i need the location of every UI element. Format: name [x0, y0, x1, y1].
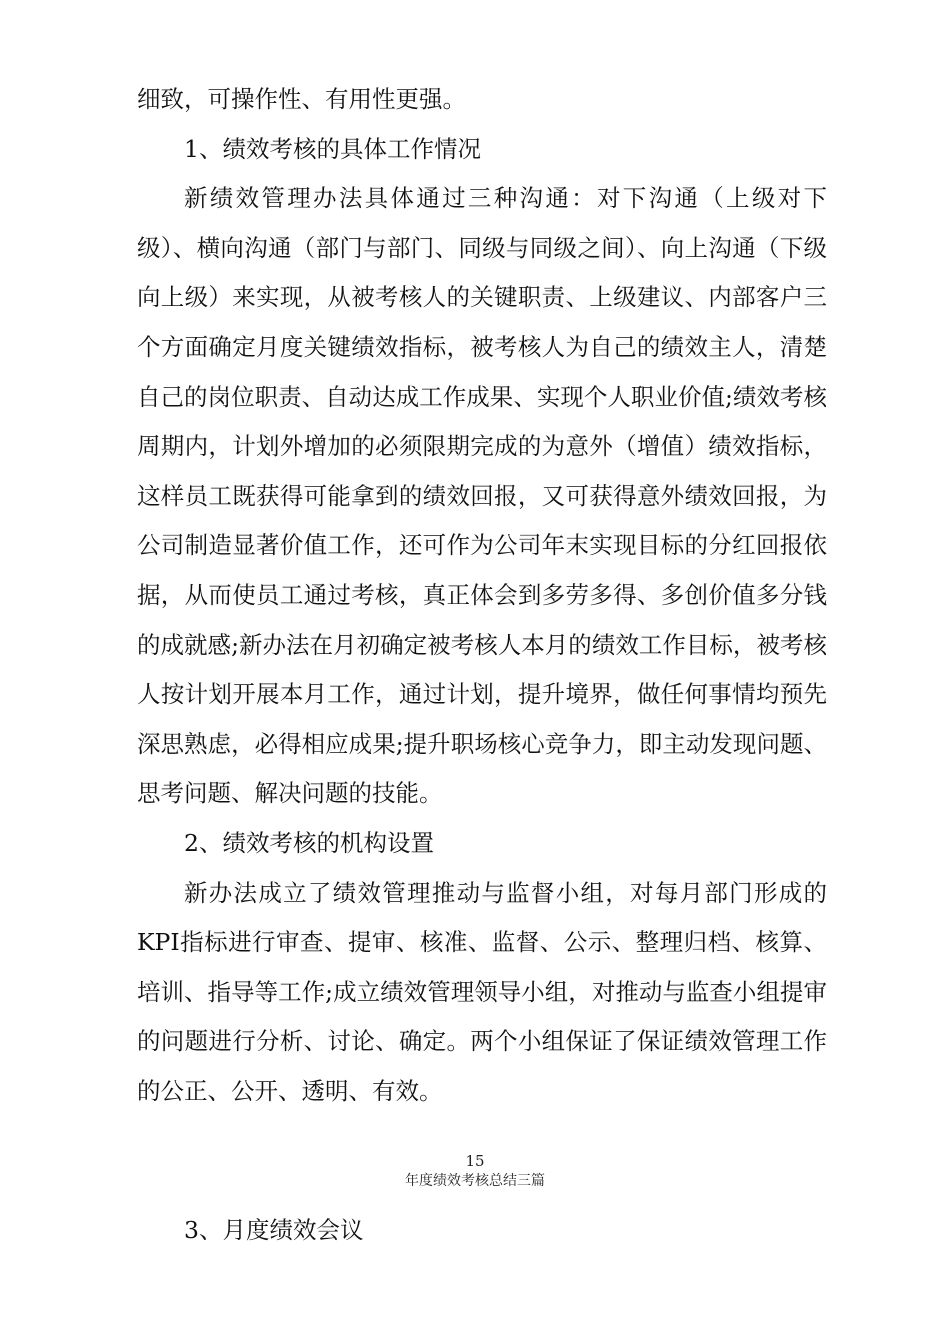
section-1-heading: 1、绩效考核的具体工作情况 — [184, 134, 481, 163]
section-2-heading: 2、绩效考核的机构设置 — [184, 828, 434, 857]
continuation-paragraph: 细致，可操作性、有用性更强。 — [137, 85, 466, 113]
page-number: 15 — [465, 1152, 485, 1170]
document-title-footer: 年度绩效考核总结三篇 — [405, 1173, 545, 1189]
body-text — [137, 75, 827, 1116]
section-2-paragraph: 新办法成立了绩效管理推动与监督小组，对每月部门形成的KPI指标进行审查、提审、核准、监督、公示、整理归档、核算、培训、指导等工作;成立绩效管理领导小组，对推动与监查小组提审的问题进行分析、讨论、确定。两个小组保证了保证绩效管理工作的公正、公开、透明、有效。 — [137, 878, 827, 1105]
section-3-heading: 3、月度绩效会议 — [184, 1216, 364, 1244]
section-1-paragraph: 新绩效管理办法具体通过三种沟通：对下沟通（上级对下级）、横向沟通（部门与部门、同级与同级之间）、向上沟通（下级向上级）来实现，从被考核人的关键职责、上级建议、内部客户三个方面确定月度关键绩效指标，被考核人为自己的绩效主人，清楚自己的岗位职责、自动达成工作成果、实现个人职业价值;绩效考核周期内，计划外增加的必须限期完成的为意外（增值）绩效指标，这样员工既获得可能拿到的绩效回报，又可获得意外绩效回报，为公司制造显著价值工作，还可作为公司年末实现目标的分红回报依据，从而使员工通过考核，真正体会到多劳多得、多创价值多分钱的成就感;新办法在月初确定被考核人本月的绩效工作目标，被考核人按计划开展本月工作，通过计划，提升境界，做任何事情均预先深思熟虑，必得相应成果;提升职场核心竞争力，即主动发现问题、思考问题、解决问题的技能。 — [137, 184, 827, 808]
